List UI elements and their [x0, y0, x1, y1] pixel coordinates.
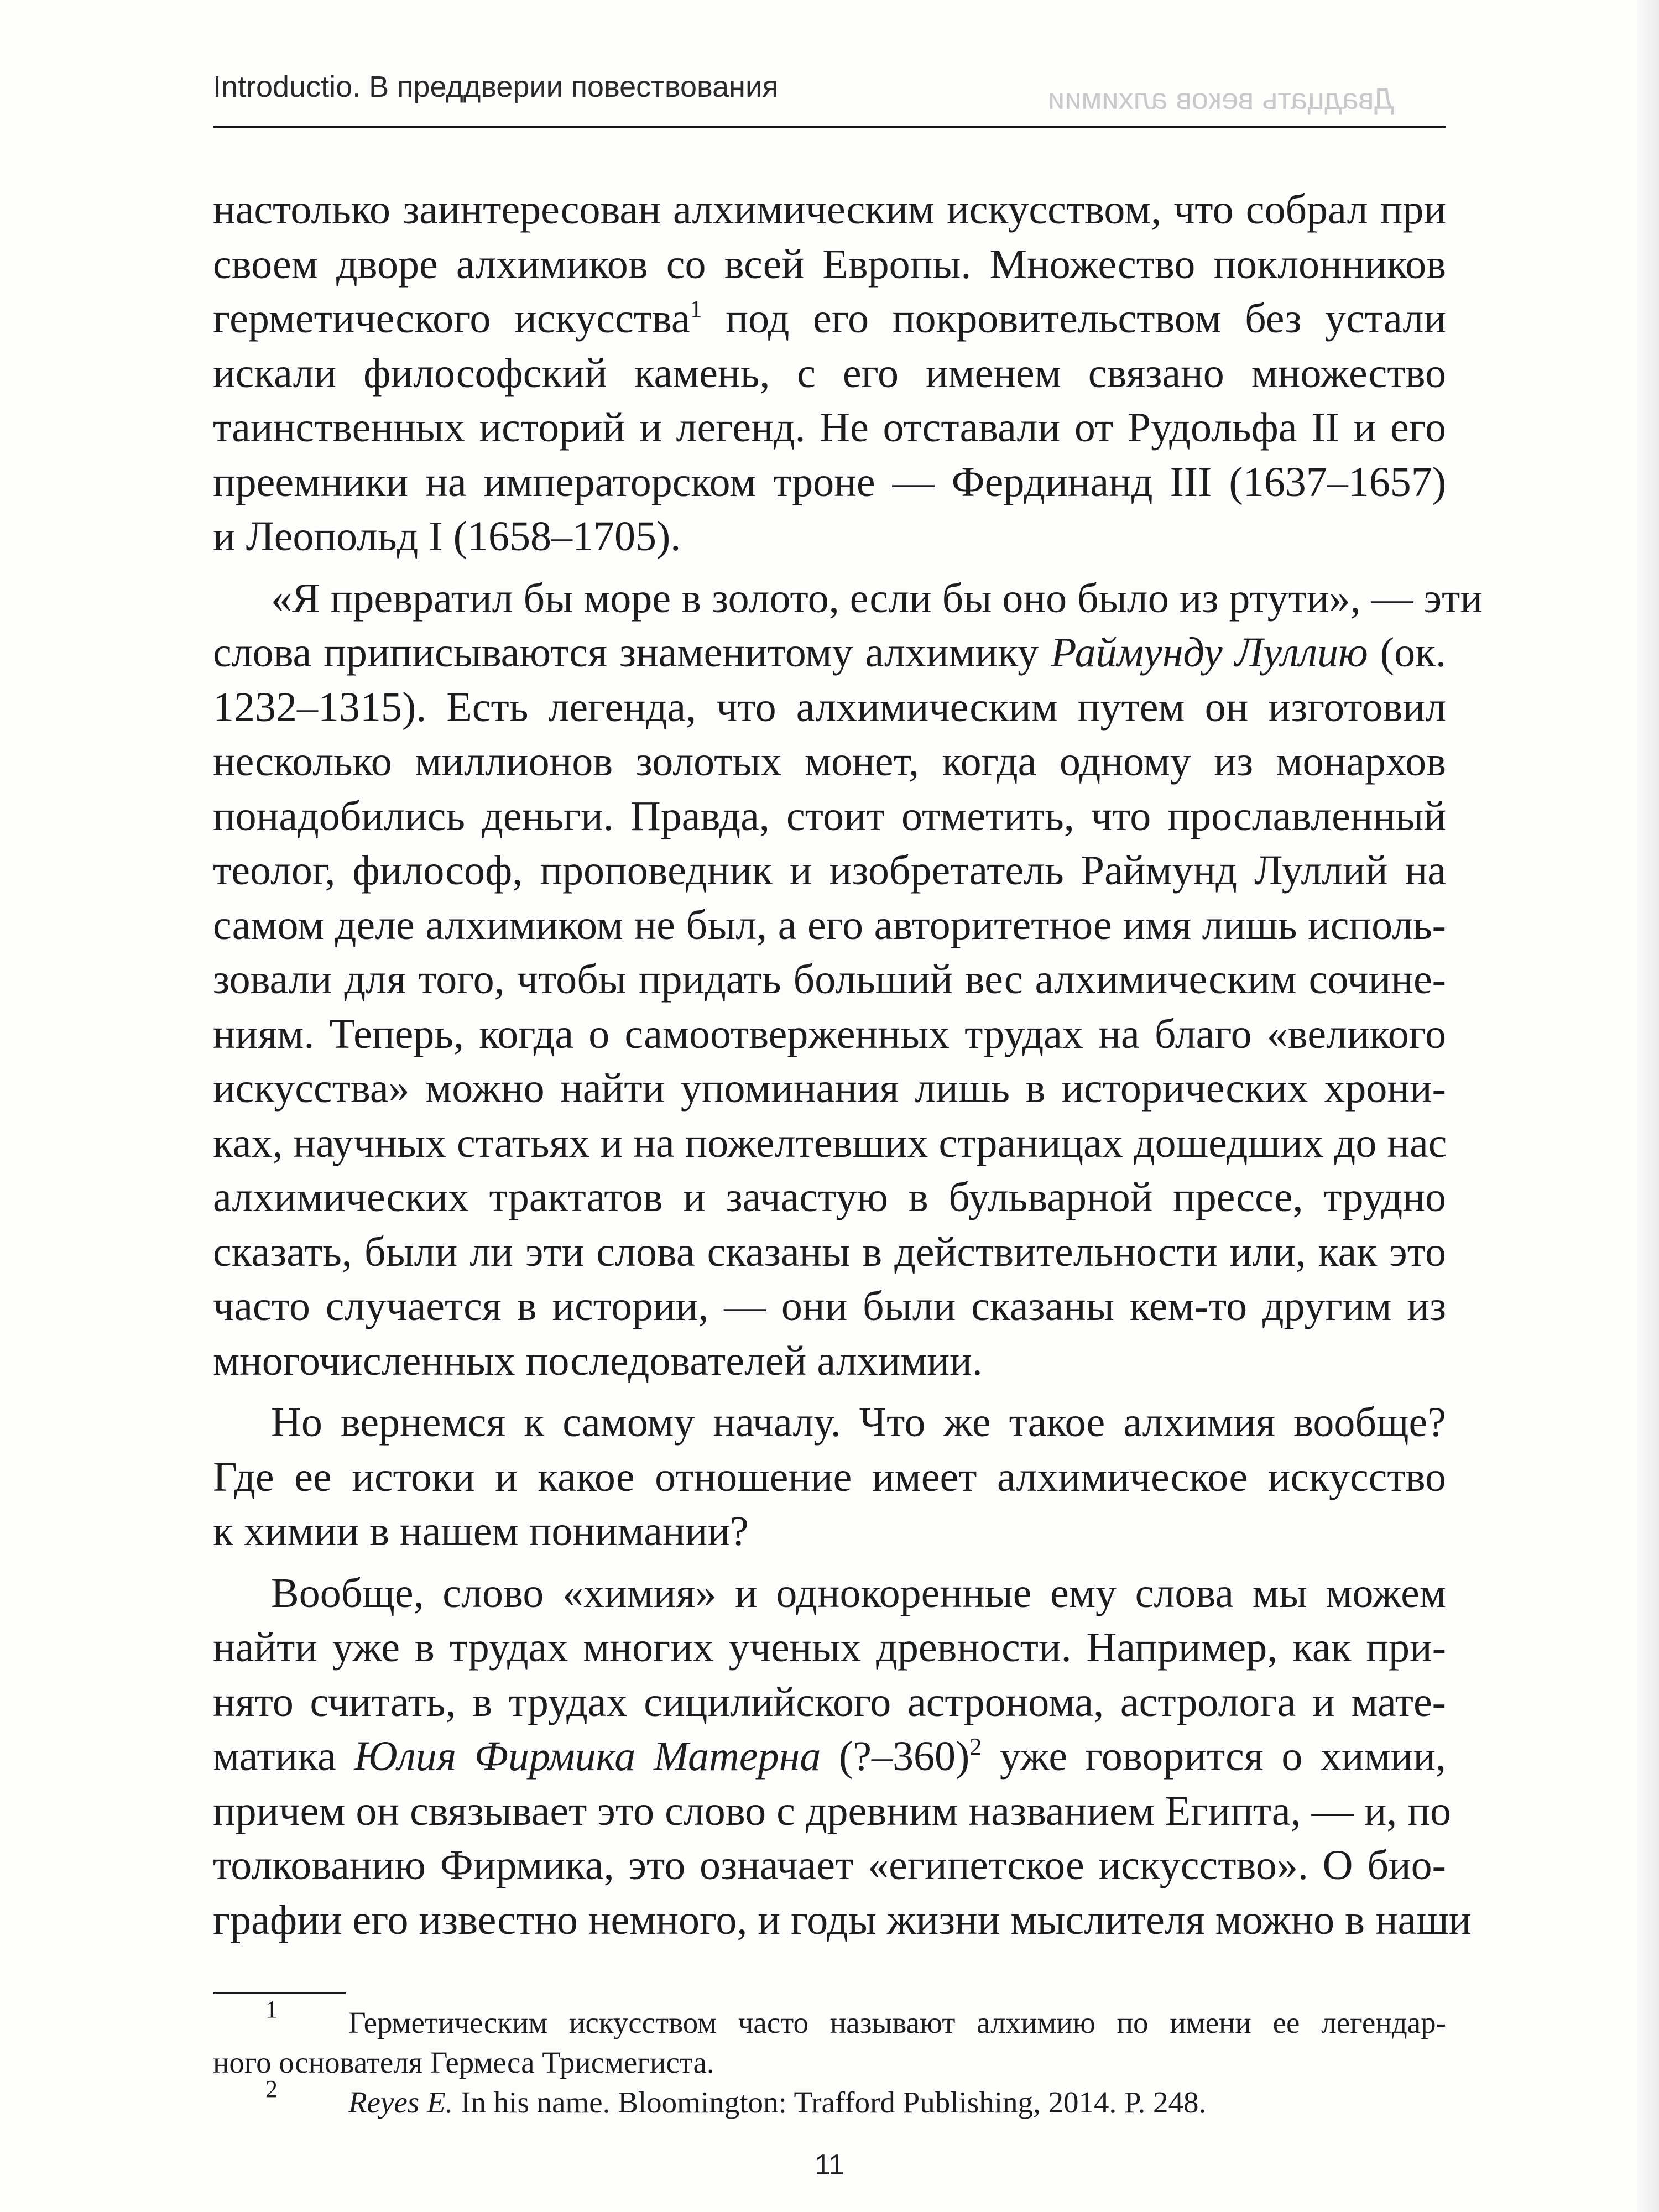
italic-name: Раймунду Луллию [1051, 629, 1368, 676]
italic-name: Юлия Фирмика Матерна [354, 1733, 821, 1780]
footnotes [213, 1996, 1446, 2122]
footnote-divider [213, 1992, 346, 1994]
bleed-through-text: Двадцать веков алхимии [1048, 82, 1395, 116]
text-line: многочисленных последователей алхимии. [213, 1337, 983, 1384]
footnote-1-continuation: ного основателя Гермеса Трисмегиста. [213, 2046, 714, 2079]
text-line: слова приписываются знаменитому алхимику Раймунду Луллию (ок. [213, 629, 1447, 676]
text-line: теолог, философ, проповедник и изобретатель Раймунд Луллий на [213, 847, 1446, 894]
running-header [213, 62, 1446, 128]
text-line: нято считать, в трудах сицилийского астронома, астролога и мате- [213, 1678, 1446, 1725]
footnote-ref: 2 [969, 1733, 982, 1760]
main-text [213, 182, 1483, 1947]
page-edge-shadow [1637, 0, 1659, 2212]
text-line: причем он связывает это слово с древним названием Египта, — и, по [213, 1787, 1451, 1834]
text-line: Где ее истоки и какое отношение имеет алхимическое искусство [213, 1453, 1446, 1500]
text-line: и Леопольд I (1658–1705). [213, 513, 681, 560]
footnote-ref: 1 [690, 295, 702, 322]
text-line: ках, научных статьях и на пожелтевших страницах дошедших до нас [213, 1119, 1447, 1166]
text-line: толкованию Фирмика, это означает «египетское искусство». О био- [213, 1842, 1446, 1888]
text-line: Но вернемся к самому началу. Что же такое алхимия вообще? [271, 1399, 1446, 1446]
text-line: часто случается в истории, — они были сказаны кем-то другим из [213, 1283, 1446, 1329]
running-title: Introductio. В преддверии повествования [213, 70, 779, 103]
footnote-number: 2 [265, 2075, 278, 2103]
text-line: зовали для того, чтобы придать больший вес алхимическим сочине- [213, 956, 1446, 1003]
text-line: несколько миллионов золотых монет, когда одному из монархов [213, 738, 1446, 785]
text-line: искали философский камень, с его именем связано множество [213, 349, 1446, 397]
text-line: «Я превратил бы море в золото, если бы оно было из ртути», — эти [271, 575, 1483, 622]
text-line: сказать, были ли эти слова сказаны в действительности или, как это [213, 1228, 1446, 1275]
text-line: искусства» можно найти упоминания лишь в исторических хрони- [213, 1065, 1446, 1112]
text-line: самом деле алхимиком не был, а его авторитетное имя лишь исполь- [213, 901, 1446, 948]
text-line: таинственных историй и легенд. Не отставали от Рудольфа II и его [213, 404, 1446, 451]
text-line: ниям. Теперь, когда о самоотверженных трудах на благо «великого [213, 1010, 1446, 1057]
footnote-author: Reyes E. [348, 2085, 453, 2119]
footnote-1-line: $^1$ Герметическим искусством часто называют алхимию по имени ее легендар- [265, 1996, 1446, 2039]
text-line: настолько заинтересован алхимическим искусством, что собрал при [213, 186, 1446, 233]
text-line: Вообще, слово «химия» и однокоренные ему слова мы можем [271, 1569, 1446, 1616]
footnote-2-line: $^2$ Reyes E. In his name. Bloomington: Trafford Publishing, 2014. P. 248. [265, 2075, 1207, 2119]
text-line: к химии в нашем понимании? [213, 1508, 749, 1554]
text-line: алхимических трактатов и зачастую в бульварной прессе, трудно [213, 1174, 1446, 1220]
page-number: 11 [815, 2149, 844, 2181]
text-line: своем дворе алхимиков со всей Европы. Множество поклонников [213, 241, 1446, 288]
text-line: 1232–1315). Есть легенда, что алхимическим путем он изготовил [213, 684, 1446, 731]
text-line: найти уже в трудах многих ученых древности. Например, как при- [213, 1624, 1446, 1671]
text-line: графии его известно немного, и годы жизни мыслителя можно в наши [213, 1896, 1472, 1943]
text-line: понадобились деньги. Правда, стоит отметить, что прославленный [213, 792, 1446, 839]
footnote-number: 1 [265, 1996, 278, 2023]
text-line: герметического искусства$^1$ под его покровительством без устали [213, 295, 1446, 342]
text-line: матика Юлия Фирмика Матерна (?–360)$^2$ уже говорится о химии, [213, 1733, 1447, 1780]
text-line: преемники на императорском троне — Фердинанд III (1637–1657) [213, 458, 1446, 505]
